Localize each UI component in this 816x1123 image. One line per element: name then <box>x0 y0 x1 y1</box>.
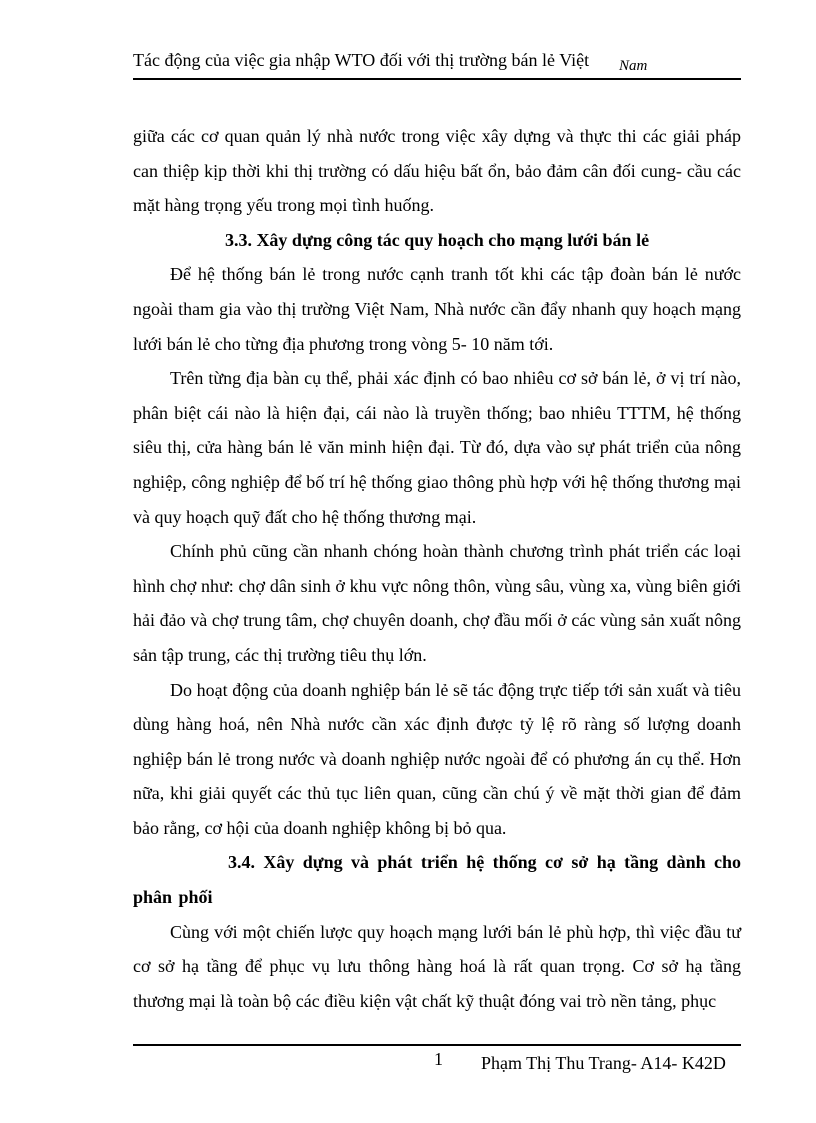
section-heading-3-3: 3.3. Xây dựng công tác quy hoạch cho mạng lưới bán lẻ <box>224 229 650 250</box>
page-number: 1 <box>434 1049 443 1069</box>
paragraph: Cùng với một chiến lược quy hoạch mạng lưới bán lẻ phù hợp, thì việc đầu tư cơ sở hạ tầng để phục vụ lưu thông hàng hoá là rất quan trọng. Cơ sở hạ tầng thương mại là toàn bộ các điều kiện vật chất kỹ thuật đóng vai trò nền tảng, phục <box>133 921 741 1011</box>
header-title-suffix: Nam <box>619 58 648 74</box>
paragraph: giữa các cơ quan quản lý nhà nước trong việc xây dựng và thực thi các giải pháp can thiệp kịp thời khi thị trường có dấu hiệu bất ổn, bảo đảm cân đối cung- cầu các mặt hàng trọng yếu trong mọi tình huống. <box>133 126 741 216</box>
footer-rule <box>133 1044 741 1046</box>
paragraph: Để hệ thống bán lẻ trong nước cạnh tranh tốt khi các tập đoàn bán lẻ nước ngoài tham gia vào thị trường Việt Nam, Nhà nước cần đẩy nhanh quy hoạch mạng lưới bán lẻ cho từng địa phương trong vòng 5- 10 năm tới. <box>133 264 741 354</box>
footer-author: Phạm Thị Thu Trang- A14- K42D <box>481 1053 726 1073</box>
paragraph: Do hoạt động của doanh nghiệp bán lẻ sẽ tác động trực tiếp tới sản xuất và tiêu dùng hàng hoá, nên Nhà nước cần xác định được tỷ lệ rõ ràng số lượng doanh nghiệp bán lẻ trong nước và doanh nghiệp nước ngoài để có phương án cụ thể. Hơn nữa, khi giải quyết các thủ tục liên quan, cũng cần chú ý về mặt thời gian để đảm bảo rằng, cơ hội của doanh nghiệp không bị bỏ qua. <box>133 679 741 838</box>
document-body <box>133 119 741 1018</box>
paragraph: Chính phủ cũng cần nhanh chóng hoàn thành chương trình phát triển các loại hình chợ như: chợ dân sinh ở khu vực nông thôn, vùng sâu, vùng xa, vùng biên giới hải đảo và chợ trung tâm, chợ chuyên doanh, chợ đầu mối ở các vùng sản xuất nông sản tập trung, các thị trường tiêu thụ lớn. <box>133 541 741 665</box>
page-header <box>133 50 741 80</box>
section-heading-3-4: 3.4. Xây dựng và phát triển hệ thống cơ sở hạ tầng dành cho phân phối <box>133 852 741 908</box>
paragraph: Trên từng địa bàn cụ thể, phải xác định có bao nhiêu cơ sở bán lẻ, ở vị trí nào, phân biệt cái nào là hiện đại, cái nào là truyền thống; bao nhiêu TTTM, hệ thống siêu thị, cửa hàng bán lẻ văn minh hiện đại. Từ đó, dựa vào sự phát triển của nông nghiệp, công nghiệp để bố trí hệ thống giao thông phù hợp với hệ thống thương mại và quy hoạch quỹ đất cho hệ thống thương mại. <box>133 368 741 527</box>
header-title: Tác động của việc gia nhập WTO đối với thị trường bán lẻ Việt <box>133 50 590 70</box>
